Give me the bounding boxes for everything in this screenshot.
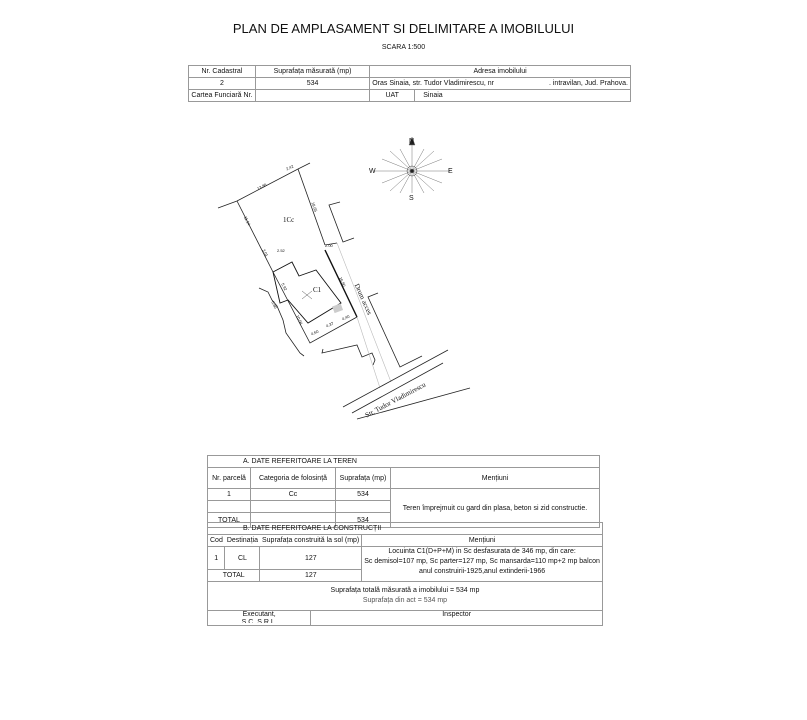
neighbor-right-upper xyxy=(329,202,354,242)
nr-cadastral: 2 xyxy=(189,78,256,90)
col-cat: Categoria de folosință xyxy=(251,468,336,489)
adresa-text: Oras Sinaia, str. Tudor Vladimirescu, nr xyxy=(372,80,494,87)
dimension: 3.01 xyxy=(261,248,270,258)
compass-n: N xyxy=(409,138,415,145)
total-label: TOTAL xyxy=(208,570,260,582)
neighbor-right-lower xyxy=(368,293,422,367)
road-label: Drum acces xyxy=(352,282,374,317)
dimension: 5.92 xyxy=(280,282,289,292)
dimension: 4.60 xyxy=(310,328,320,337)
total-label: TOTAL xyxy=(208,513,251,528)
dimension: 2.42 xyxy=(285,163,295,172)
dimension: 18.65 xyxy=(310,201,319,213)
page-cutoff xyxy=(0,628,807,720)
street-line xyxy=(352,363,443,413)
building-c1 xyxy=(273,262,341,323)
adresa-label: Adresa imobilului xyxy=(370,66,631,78)
dimension: 16.90 xyxy=(338,276,347,288)
cell: 1 xyxy=(208,489,251,501)
executant-firm: S.C. S.R.L. xyxy=(241,619,277,623)
parcel-label: 1Cc xyxy=(283,216,295,224)
table-row xyxy=(208,547,603,570)
ment-line: Locuinta C1(D+P+M) in Sc desfasurata de 346 mp, din care: xyxy=(388,548,576,555)
dimension: 2.52 xyxy=(277,248,285,253)
constructii-table xyxy=(207,522,603,626)
suprafata: 534 xyxy=(255,78,369,90)
compass-icon xyxy=(374,137,450,193)
compass-e: E xyxy=(448,168,453,175)
carte-label: Cartea Funciară Nr. xyxy=(189,90,256,102)
col-ment: Mențiuni xyxy=(391,468,600,489)
executant-cell xyxy=(208,611,311,626)
col-ment: Mențiuni xyxy=(362,535,603,547)
cell xyxy=(336,501,391,513)
cell: 127 xyxy=(260,547,362,570)
dimension: 11.14 xyxy=(242,215,252,227)
col-supr: Suprafața (mp) xyxy=(336,468,391,489)
uat: Sinaia xyxy=(415,90,631,102)
constructii-heading: B. DATE REFERITOARE LA CONSTRUCȚII xyxy=(208,523,603,535)
dimension: 2.00 xyxy=(325,243,333,248)
teren-table xyxy=(207,455,600,528)
col-cod: Cod xyxy=(208,535,225,547)
suprafata-label: Suprafața măsurată (mp) xyxy=(255,66,369,78)
cell: 534 xyxy=(336,489,391,501)
teren-mentiuni: Teren împrejmuit cu gard din plasa, beton si zid constructie. xyxy=(391,489,600,528)
inspector-label: Inspector xyxy=(311,611,603,626)
dimension: 4.37 xyxy=(325,320,335,329)
executant-label: Executant, xyxy=(242,611,276,618)
teren-heading: A. DATE REFERITOARE LA TEREN xyxy=(208,456,600,468)
dimension: 4.40 xyxy=(341,313,351,322)
total-act: Suprafața din act = 534 mp xyxy=(362,597,448,604)
constructii-mentiuni xyxy=(362,547,603,582)
table-row xyxy=(208,489,600,501)
adresa-text-2: . intravilan, Jud. Prahova. xyxy=(548,80,628,87)
cell: 1 xyxy=(208,547,225,570)
total-value: 534 xyxy=(336,513,391,528)
balcony xyxy=(332,303,343,313)
cell xyxy=(208,501,251,513)
compass-s: S xyxy=(409,195,414,202)
boundary-left xyxy=(237,201,273,272)
scale-label: SCARA 1:500 xyxy=(381,44,426,51)
col-supr: Suprafața construită la sol (mp) xyxy=(260,535,362,547)
col-dest: Destinația xyxy=(225,535,260,547)
street-label: Str. Tudor Vladimirescu xyxy=(363,380,428,420)
cell: CL xyxy=(225,547,260,570)
total-value: 127 xyxy=(260,570,362,582)
dimension: 10.04 xyxy=(294,314,304,326)
nr-cadastral-label: Nr. Cadastral xyxy=(189,66,256,78)
page-title: PLAN DE AMPLASAMENT SI DELIMITARE A IMOBILULUI xyxy=(232,21,575,36)
ment-line: Sc demisol=107 mp, Sc parter=127 mp, Sc mansarda=110 mp+2 mp balcon xyxy=(364,558,600,565)
compass-w: W xyxy=(369,168,376,175)
dimension: 0.80 xyxy=(270,300,279,310)
cell: Cc xyxy=(251,489,336,501)
col-nr: Nr. parcelă xyxy=(208,468,251,489)
totals-cell xyxy=(208,582,603,611)
ment-line: anul construirii-1925,anul extinderii-1966 xyxy=(419,568,546,575)
uat-label: UAT xyxy=(370,90,415,102)
dimension: 13.86 xyxy=(256,182,268,192)
cell xyxy=(251,501,336,513)
building-label: C1 xyxy=(313,286,322,294)
total-masurata: Suprafața totală măsurată a imobilului = 534 mp xyxy=(330,587,480,594)
